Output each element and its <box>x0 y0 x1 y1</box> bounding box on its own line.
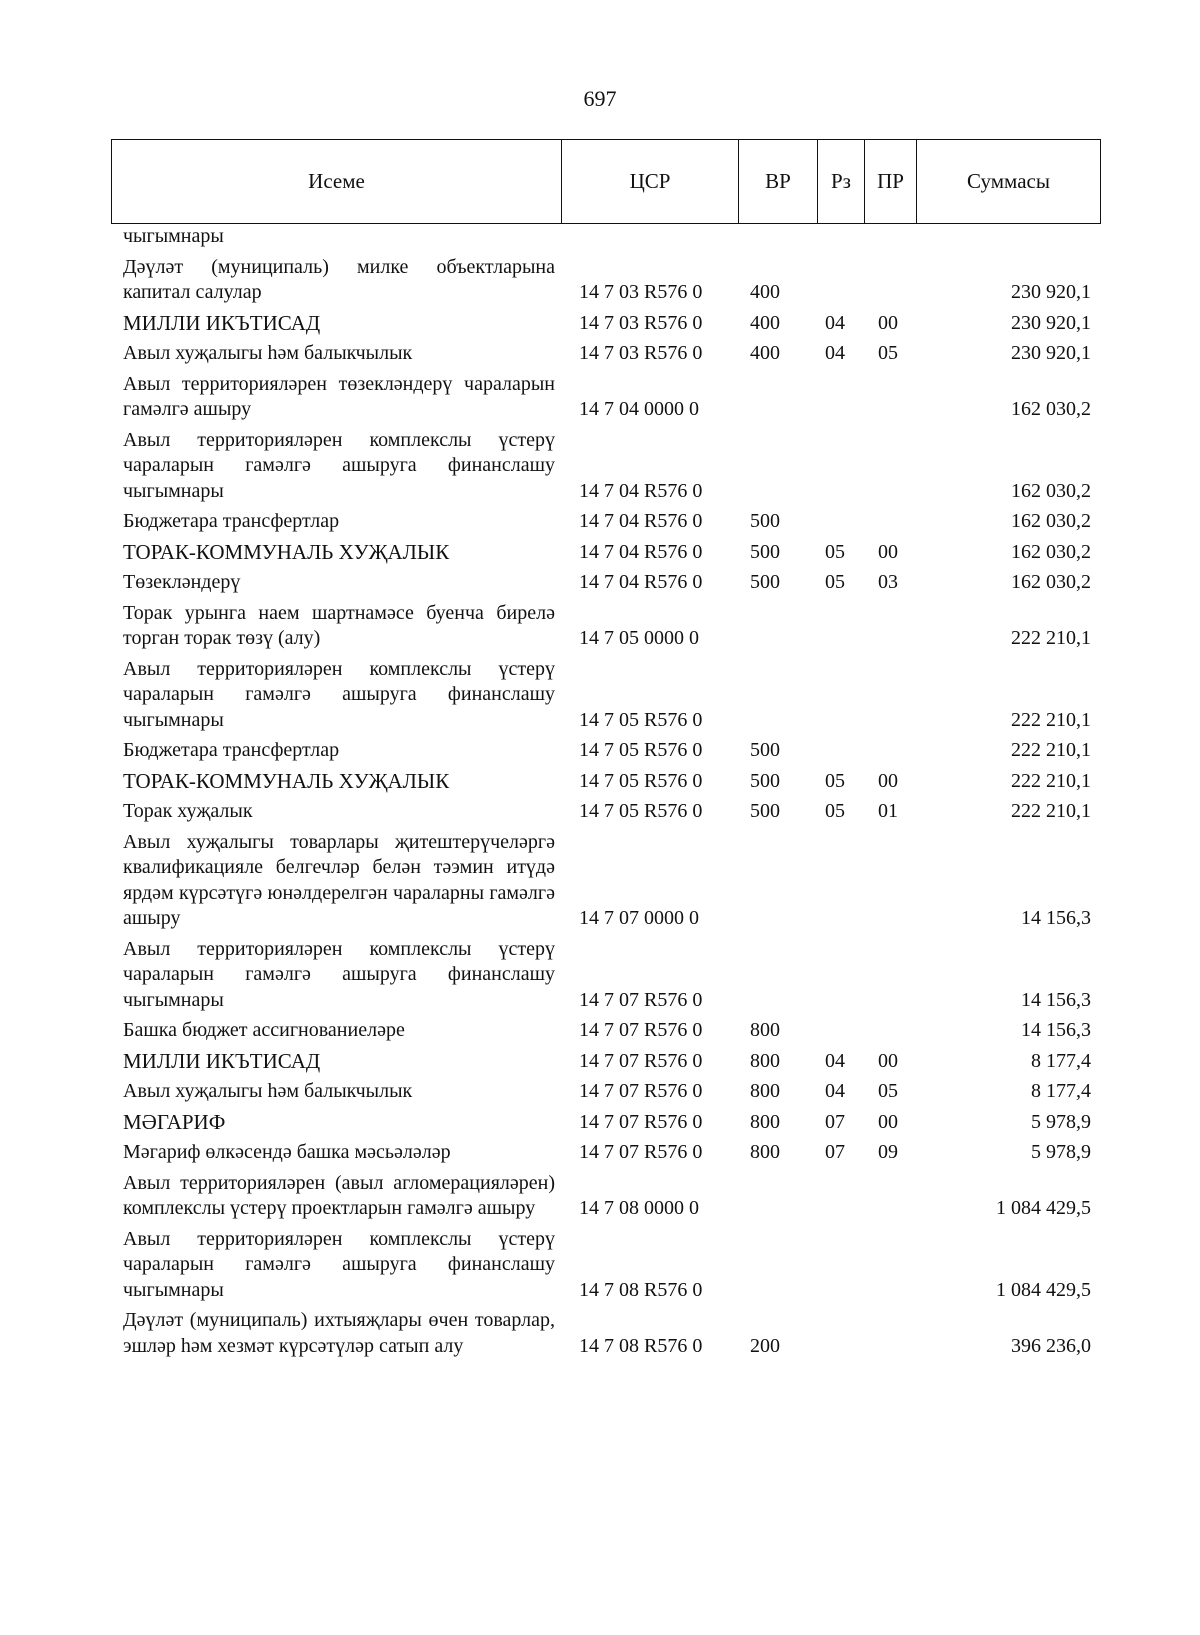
table-row <box>111 540 1101 566</box>
table-row <box>111 799 1101 825</box>
row-pr: 00 <box>878 1049 898 1072</box>
row-sum: 5 978,9 <box>1031 1110 1091 1133</box>
header-pr: ПР <box>865 140 917 223</box>
row-csr: 14 7 08 R576 0 <box>579 1334 703 1357</box>
row-pr: 00 <box>878 540 898 563</box>
header-name: Исеме <box>112 140 562 223</box>
row-name: ТОРАК-КОММУНАЛЬ ХУҖАЛЫК <box>123 768 450 793</box>
row-name: Дәүләт (муниципаль) милке объектларына капитал салулар <box>123 255 555 303</box>
row-csr: 14 7 07 R576 0 <box>579 988 703 1011</box>
row-csr: 14 7 04 R576 0 <box>579 479 703 502</box>
table-row <box>111 657 1101 734</box>
row-csr: 14 7 03 R576 0 <box>579 281 703 303</box>
table-row <box>111 311 1101 337</box>
row-name: Авыл хуҗалыгы һәм балыкчылык <box>123 342 413 364</box>
row-vr: 800 <box>750 1110 780 1133</box>
row-pr: 00 <box>878 769 898 792</box>
row-vr: 500 <box>750 739 780 761</box>
row-pr: 05 <box>878 1080 898 1102</box>
row-vr: 200 <box>750 1334 780 1357</box>
row-vr: 800 <box>750 1080 780 1102</box>
table-header <box>111 139 1101 224</box>
row-csr: 14 7 04 R576 0 <box>579 540 703 563</box>
row-sum: 222 210,1 <box>1011 708 1091 731</box>
header-rz: Рз <box>818 140 865 223</box>
table-row <box>111 738 1101 764</box>
row-sum: 5 978,9 <box>1031 1141 1091 1163</box>
row-name: Авыл территорияләрен комплекслы үстерү чараларын гамәлгә ашыруга финанслашу чыгымнары <box>123 937 555 1011</box>
row-name: Авыл территорияләрен комплекслы үстерү чараларын гамәлгә ашыруга финанслашу чыгымнары <box>123 1227 555 1301</box>
row-csr: 14 7 08 0000 0 <box>579 1197 699 1219</box>
row-sum: 222 210,1 <box>1011 800 1091 822</box>
row-vr: 400 <box>750 311 780 334</box>
table-row <box>111 341 1101 367</box>
row-pr: 05 <box>878 342 898 364</box>
table-row <box>111 428 1101 505</box>
header-sum: Суммасы <box>967 169 1050 193</box>
row-csr: 14 7 04 R576 0 <box>579 571 703 593</box>
row-sum: 8 177,4 <box>1031 1080 1091 1102</box>
row-name: Авыл хуҗалыгы товарлары җитештерүчеләргә квалификацияле белгечләр белән тәэмин итүдә ярдәм күрсәтүгә юнәлдерелгән чараларны гамәлгә ашыру <box>123 830 555 929</box>
row-name: Авыл территорияләрен төзекләндерү чараларын гамәлгә ашыру <box>123 372 555 420</box>
row-csr: 14 7 05 R576 0 <box>579 708 703 731</box>
row-name: Авыл хуҗалыгы һәм балыкчылык <box>123 1080 413 1102</box>
row-vr: 500 <box>750 800 780 822</box>
row-csr: 14 7 05 R576 0 <box>579 800 703 822</box>
row-sum: 222 210,1 <box>1011 627 1091 649</box>
row-sum: 162 030,2 <box>1011 540 1091 563</box>
row-vr: 500 <box>750 540 780 563</box>
table-row <box>111 1079 1101 1105</box>
row-rz: 05 <box>825 540 845 563</box>
row-csr: 14 7 04 R576 0 <box>579 510 703 532</box>
row-name: МӘГАРИФ <box>123 1109 226 1134</box>
table-row <box>111 830 1101 932</box>
table-row <box>111 1049 1101 1075</box>
table-row <box>111 372 1101 423</box>
row-sum: 222 210,1 <box>1011 769 1091 792</box>
row-sum: 162 030,2 <box>1011 479 1091 502</box>
row-name: Башка бюджет ассигнованиеләре <box>123 1019 405 1041</box>
table-row <box>111 1140 1101 1166</box>
row-vr: 400 <box>750 342 780 364</box>
row-csr: 14 7 05 R576 0 <box>579 739 703 761</box>
row-csr: 14 7 07 R576 0 <box>579 1080 703 1102</box>
table-row <box>111 769 1101 795</box>
header-csr: ЦСР <box>562 140 739 223</box>
row-sum: 230 920,1 <box>1011 281 1091 303</box>
row-pr: 09 <box>878 1141 898 1163</box>
row-csr: 14 7 07 R576 0 <box>579 1019 703 1041</box>
row-csr: 14 7 08 R576 0 <box>579 1278 703 1301</box>
row-sum: 14 156,3 <box>1021 907 1091 929</box>
table-row <box>111 1110 1101 1136</box>
row-name: Бюджетара трансфертлар <box>123 739 340 761</box>
row-sum: 1 084 429,5 <box>996 1197 1091 1219</box>
row-sum: 222 210,1 <box>1011 739 1091 761</box>
table-row <box>111 601 1101 652</box>
row-csr: 14 7 04 0000 0 <box>579 398 699 420</box>
table-row <box>111 1171 1101 1222</box>
table-row <box>111 255 1101 306</box>
row-sum: 230 920,1 <box>1011 342 1091 364</box>
table-row <box>111 570 1101 596</box>
row-csr: 14 7 03 R576 0 <box>579 342 703 364</box>
row-sum: 14 156,3 <box>1021 1019 1091 1041</box>
row-name: Мәгариф өлкәсендә башка мәсьәләләр <box>123 1141 451 1163</box>
row-vr: 800 <box>750 1141 780 1163</box>
row-name: МИЛЛИ ИКЪТИСАД <box>123 310 321 335</box>
row-sum: 162 030,2 <box>1011 510 1091 532</box>
row-pr: 00 <box>878 311 898 334</box>
page-number: 697 <box>583 86 617 111</box>
table-body <box>111 224 1101 1364</box>
row-sum: 8 177,4 <box>1031 1049 1091 1072</box>
row-name: Дәүләт (муниципаль) ихтыяҗлары өчен товарлар, эшләр һәм хезмәт күрсәтүләр сатып алу <box>123 1309 555 1357</box>
row-vr: 500 <box>750 769 780 792</box>
row-sum: 162 030,2 <box>1011 398 1091 420</box>
row-vr: 500 <box>750 571 780 593</box>
row-name: Төзекләндерү <box>123 571 241 593</box>
row-rz: 05 <box>825 800 845 822</box>
row-rz: 04 <box>825 342 845 364</box>
row-csr: 14 7 05 R576 0 <box>579 769 703 792</box>
row-vr: 500 <box>750 510 780 532</box>
row-rz: 04 <box>825 311 845 334</box>
row-csr: 14 7 03 R576 0 <box>579 311 703 334</box>
row-csr: 14 7 07 R576 0 <box>579 1110 703 1133</box>
header-vr: ВР <box>739 140 818 223</box>
row-name: Бюджетара трансфертлар <box>123 510 340 532</box>
row-vr: 800 <box>750 1019 780 1041</box>
table-row <box>111 224 1101 250</box>
table-row <box>111 1227 1101 1304</box>
row-sum: 230 920,1 <box>1011 311 1091 334</box>
row-rz: 04 <box>825 1049 845 1072</box>
table-row <box>111 937 1101 1014</box>
row-csr: 14 7 07 0000 0 <box>579 907 699 929</box>
row-pr: 01 <box>878 800 898 822</box>
row-sum: 14 156,3 <box>1021 988 1091 1011</box>
row-name: Авыл территорияләрен комплекслы үстерү чараларын гамәлгә ашыруга финанслашу чыгымнары <box>123 428 555 502</box>
row-rz: 04 <box>825 1080 845 1102</box>
row-pr: 00 <box>878 1110 898 1133</box>
row-name: чыгымнары <box>123 225 224 247</box>
row-name: Торак урынга наем шартнамәсе буенча бирелә торган торак төзү (алу) <box>123 601 555 649</box>
row-sum: 396 236,0 <box>1011 1334 1091 1357</box>
row-rz: 05 <box>825 571 845 593</box>
row-rz: 07 <box>825 1110 845 1133</box>
row-csr: 14 7 07 R576 0 <box>579 1141 703 1163</box>
row-name: МИЛЛИ ИКЪТИСАД <box>123 1048 321 1073</box>
row-csr: 14 7 05 0000 0 <box>579 627 699 649</box>
table-row <box>111 1018 1101 1044</box>
row-name: ТОРАК-КОММУНАЛЬ ХУҖАЛЫК <box>123 539 450 564</box>
row-rz: 07 <box>825 1141 845 1163</box>
row-csr: 14 7 07 R576 0 <box>579 1049 703 1072</box>
row-name: Авыл территорияләрен (авыл агломерацияләрен) комплекслы үстерү проектларын гамәлгә ашыру <box>123 1171 555 1219</box>
table-row <box>111 1308 1101 1359</box>
row-name: Торак хуҗалык <box>123 800 253 822</box>
row-vr: 400 <box>750 281 780 303</box>
row-pr: 03 <box>878 571 898 593</box>
table-row <box>111 509 1101 535</box>
row-sum: 162 030,2 <box>1011 571 1091 593</box>
row-sum: 1 084 429,5 <box>996 1278 1091 1301</box>
row-vr: 800 <box>750 1049 780 1072</box>
row-rz: 05 <box>825 769 845 792</box>
row-name: Авыл территорияләрен комплекслы үстерү чараларын гамәлгә ашыруга финанслашу чыгымнары <box>123 657 555 731</box>
